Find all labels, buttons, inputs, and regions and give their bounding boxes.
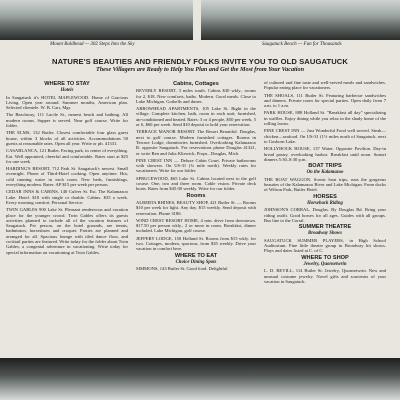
listing-entry: PINE CREST INN — Deluxe Cabin Court. Private bathrooms with showers. On US-31 (¾ mile north). Weekly rates for vacationers. Write for our folder.: [136, 157, 256, 174]
listing-entry: TERRACE MANOR RESORT. The Resort Beautiful. Douglas, next to golf course. Modern furnished cottages. Rooms in Terrace Lodge, dormitories furnished. Overlooking Kalamazoo R. opposite Saugatuck. For reservations phone Douglas 41321, or write Ben and Julia Kliewick, Props., Douglas, Mich.: [136, 129, 256, 156]
listing-entry: ARROWHEAD APARTMENTS, 105 Lake St. Right in the village. Complete kitchen, bath, room in each unit; furnished, air-conditioned and heated. Rates: 3 or 4 people, $50 per week, 5 or 6, $60 per week. Send $10 deposit to hold your reservation.: [136, 106, 256, 128]
listing-entry: CASABLANCA, 121 Butler. Facing park, in center of everything. Eat. Well appointed, cheerful and comfortable. Rates start at $25 for one week.: [6, 148, 128, 164]
mount-baldhead-photo: [0, 0, 193, 40]
listing-entry: SPRUCEWOOD, $65 Lake St. Cabins located next to the golf course. One, two and three room. Cable vision. Private deck boats. Rates from $45.00 weekly. Write for our folder.: [136, 175, 256, 192]
section-horses: HORSES: [313, 193, 337, 200]
listing-entry: THE BOAT WAGGON. Scenic boat trips, runs the gorgeous beauties of the Kalamazoo River and Lake Michigan. From docks of Wilson Park, Butler Hotel.: [264, 176, 386, 193]
subsection-broadway-shows: Broadway Shows: [308, 231, 342, 237]
listing-entry: TWIN GABLES 900 Lake St. Pleasant rendezvous and vacation place for the younger crowd. Twin Gables offers its guests activities planned to include all of the vacation features of Saugatuck. Per person, on the hotel grounds, are tennis, badminton, horseshoes and croquet. Parties are planned and arranged for all. Spacious lounge with tiled dance floor, and cocktail parties are featured. Write today for the folder about Twin Gables, a congenial adventure in vacationing. Write today for special information on vacationing at Twin Gables.: [6, 207, 128, 255]
column-2: [136, 80, 256, 356]
listing-entry: ALBERTA RHINES, BEAUTY SHOP, 421 Butler St. — Rooms $10 per week for light. Any day. $15 weekly. Send deposit with reservation. Phone 3186.: [136, 199, 256, 216]
listing-entry: BEVERLY RESORT, 3 miles south. Cabins $30 wkly., rooms for 2, $18. New comforts, baths. Modern. Good meals. Close to Lake Michigan. Gothells and dunes.: [136, 88, 256, 104]
column-1: [6, 80, 128, 356]
page-subheadline: These Villagers are Ready to Help You Plan and Get the Most from Your Vacation: [95, 66, 305, 73]
listing-entry: THE SHOALS, 111 Butler St. Featuring barbecue sandwiches and dinners. Private room for special parties. Open daily from 7 a.m. to 1 a.m.: [264, 92, 386, 109]
listing-entry: PINE CREST INN — Just Wonderful Food well served. Steak—chicken—seafood. On US-31 (1½ miles north of Saugatuck, next to Goshorn Lake.: [264, 128, 386, 144]
listing-entry: THE ELMS, 132 Butler. Closest comfortable four glass guest house, within 3 blocks of all activities. Accommodations 50 guests at reasonable rates. Open all year. Write or ph. 41331.: [6, 130, 128, 146]
listing-entry: L. D. BEVILL, 114 Butler St. Jewelry, Quonsetwrin. New and unusual costume jewelry. Novel gifts and souvenirs of your vacation in Saugatuck.: [264, 268, 386, 284]
listing-entry: WIND CREST RESORT HOME, 4 min. drive from downtown. $17.50 per person wkly., 2 or more in room. Breakfast, dinner included. Lake Michigan, golf course.: [136, 217, 256, 234]
subsection-choice-dining: Choice Dining Spots: [175, 259, 217, 265]
subsection-hotels: Hotels: [60, 88, 74, 94]
listing-entry: In Saugatuck it's HOTEL MAPLEWOOD. Home of Gracious Living. Open year around. Summer months, American plan. Selected clientele. W. B. Carr, Mgr.: [6, 94, 128, 111]
subsection-jewelry: Jewelry, Quonsetwrin: [303, 261, 347, 267]
listing-entry: PARK HOUSE, 888 Holland St. "Breakfast all day" specializing in waffles. Enjoy dining while you relax in the shady home of the rolling lawns.: [264, 110, 386, 127]
column-3: [264, 80, 386, 356]
listing-entry: HARDING'S RESORT, 712 Park St. Saugatuck's newest. Small overnight. Phone of Third-Hotel cooking. Open anytime. Hot, cold running water in each room. New beds, furnishings, everything modern. Rates: AP $15 per week per person.: [6, 166, 128, 188]
page-headline: NATURE'S BEAUTIES AND FRIENDLY FOLKS INVITE YOU TO OLD SAUGATUCK: [52, 57, 348, 66]
listing-entry: The Beachway, 111 Lucile St., nearest beach and bathing. All modern rooms. Supper is served. Near golf course. Write for folder.: [6, 112, 128, 129]
section-boat-trips: BOAT TRIPS: [308, 163, 342, 170]
listing-entry: SAUGATUCK SUMMER PLAYERS, in High School Auditorium. Fine little theatre group in Broadway hit shows. Plays and dates listed at C. of C.: [264, 237, 386, 254]
subsection-horseback-riding: Horseback Riding: [307, 200, 343, 206]
listing-entry: CEDAR INNS & CABINS, 140 Culver St. Est. The Kalamazoo Lake. Hotel. $10 with single or double. Cabins. $35 a week. Every morning comfort. Personal Service.: [6, 189, 128, 205]
listing-entry: JEFFERY LODGE, 150 Holland St. Rooms from $15 wkly. for two. Cottages, modern, spacious, from $35 weekly. Drive your vacation in comfort here.: [136, 235, 256, 252]
listing-entry: HOLLYHOCK HOUSE, 137 Water. Opposite Pavilion. Day-in bread pastry, overlooking harbor. Breakfast until noon. Sunset dinners 5:30–8:30 p.m.: [264, 146, 386, 162]
section-where-to-stay: WHERE TO STAY: [44, 81, 90, 87]
section-cabins-cottages: Cabins, Cottages: [173, 81, 219, 87]
section-summer-theatre: SUMMER THEATRE: [298, 224, 352, 231]
listing-entry: JOHNSON'S CORRAL, Douglas. By Douglas Rd. Bring your riding outfit. Good horses for all ages. Guides with all groups. Bus line to the Corral.: [264, 207, 386, 223]
bottom-photo: [0, 358, 400, 400]
subsection-kalamazoo: On the Kalamazoo: [306, 170, 344, 176]
listing-entry: SIMMONS, 143 Butler St. Good food. Delightful: [136, 266, 228, 272]
section-rooms: Rooms: [186, 192, 206, 199]
listing-entry: of cultured and fine taste and well-served meals and sandwiches. Popular eating place for vacationers.: [264, 80, 386, 91]
section-where-to-eat: WHERE TO EAT: [174, 252, 218, 259]
saugatuck-beach-photo: [201, 0, 400, 40]
right-photo-caption: Saugatuck Beach — Fun for Thousands: [262, 42, 342, 47]
section-where-to-shop: WHERE TO SHOP: [301, 254, 349, 261]
left-photo-caption: Mount Baldhead — 302 Steps Into the Sky: [50, 42, 135, 47]
